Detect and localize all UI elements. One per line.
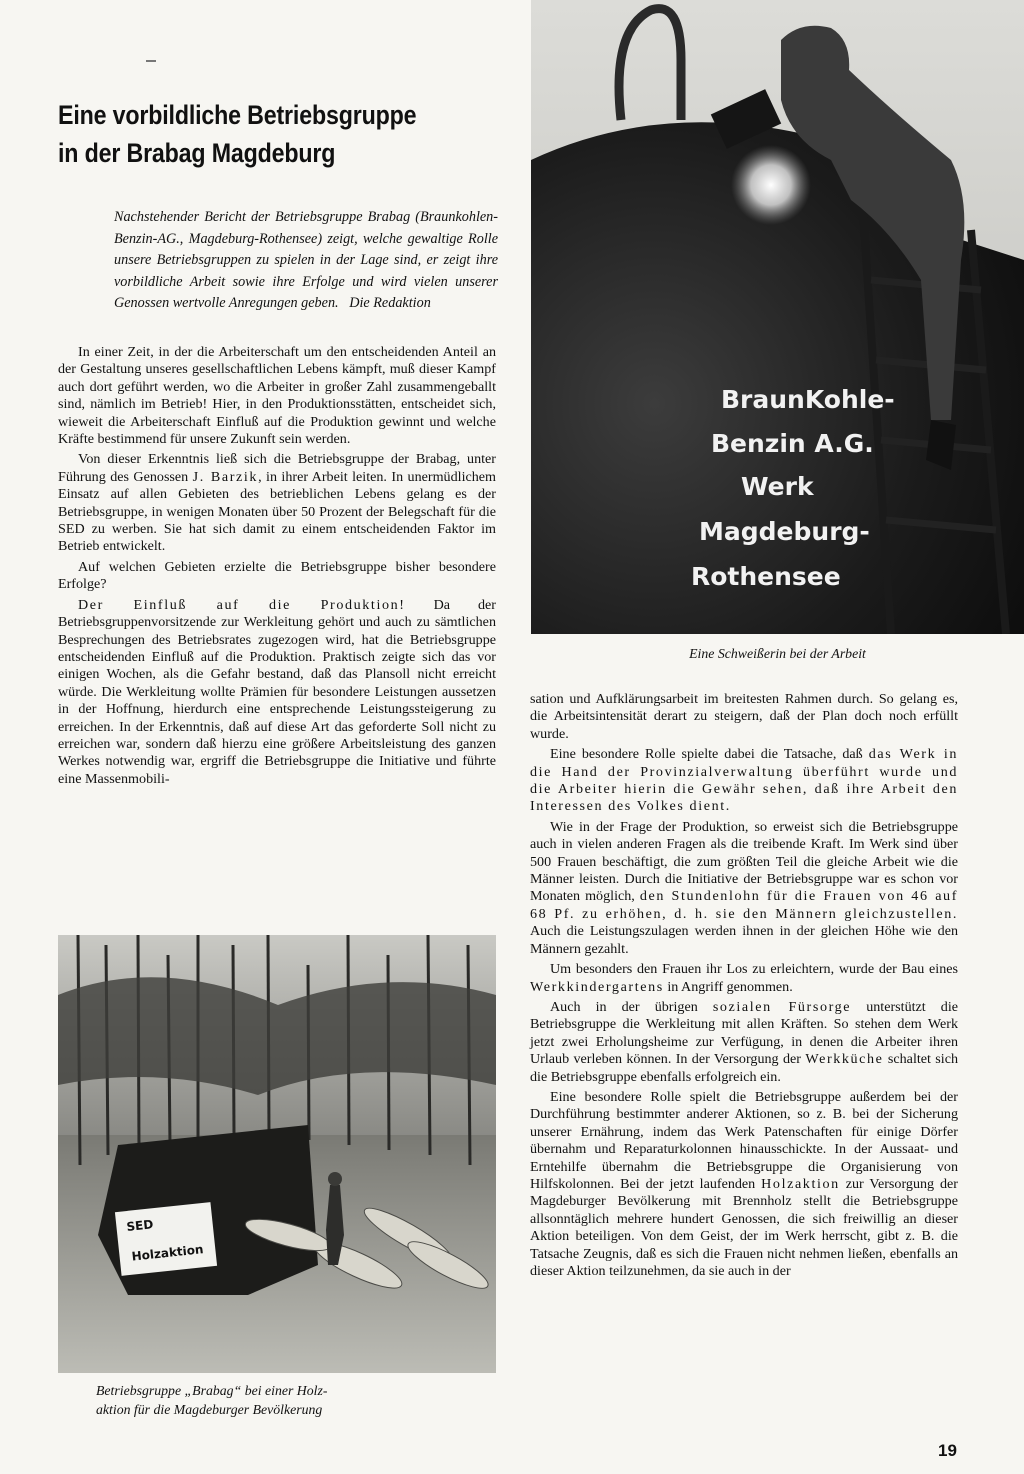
paragraph: Auf welchen Gebieten erzielte die Betriebsgruppe bisher besondere Erfolge? — [58, 558, 496, 593]
forest-photo-image — [58, 935, 496, 1373]
title-line-1: Eine vorbildliche Betriebsgruppe — [58, 100, 417, 130]
emphasis-text: den Stundenlohn für die Frauen von 46 auf 68 Pf. zu erhöhen, d. h. sie den Männern gleichzustellen. — [530, 888, 958, 922]
paragraph-text: Von dieser Erkenntnis ließ sich die Betriebsgruppe der Brabag, unter Führung des Genossen — [58, 451, 496, 485]
title-line-2: in der Brabag Magdeburg — [58, 138, 336, 168]
welder-caption: Eine Schweißerin bei der Arbeit — [689, 646, 866, 661]
emphasis-text: das Werk in die Hand der Provinzialverwaltung überführt wurde und die Arbeiter hierin die Gewähr sehen, daß ihre Arbeit den Interessen des Volkes dient. — [530, 746, 958, 815]
tank-lettering-line: Rothensee — [691, 562, 841, 591]
paragraph — [530, 1089, 958, 1280]
tank-lettering-line: Benzin A.G. — [711, 429, 874, 458]
paragraph: In einer Zeit, in der die Arbeiterschaft um den entscheidenden Anteil an der Gestaltung unseres gesellschaftlichen Lebens kämpft, muß dieser Kampf auch dort geführt werden, wo die Arbeiter in großer Zahl zusammengeballt sind, nämlich im Betrieb! Hier, in den Produktionsstätten, entscheidet sich, wieweit die Arbeiterschaft Einfluß auf die Produktion gewinnt und welche Kräfte bestimmend für unsere Zukunft sein werden. — [58, 344, 496, 448]
welder-photo — [531, 0, 1024, 634]
right-column — [530, 691, 958, 1283]
paragraph — [530, 961, 958, 996]
paragraph-text: schaltet sich die Betriebsgruppe ebenfalls erfolgreich ein. — [530, 1051, 958, 1085]
paragraph-text: Da der Betriebsgruppenvorsitzende zur Werkleitung gehört und auch zu sämtlichen Besprechungen des Betriebsrates zugezogen wird, hat die Betriebsgruppe entscheidenden Einfluß auf die Produktion. Praktisch zeigte sich das vor einigen Wochen, als die Gefahr bestand, daß das Plansoll nicht erreicht würde. Die Werkleitung wollte Prämien für besondere Leistungen aussetzen in der Hoffnung, hierdurch eine entsprechende Leistungssteigerung zu erreichen. In der Erkenntnis, daß auf diese Art das geforderte Soll nicht zu erreichen war, sondern daß hierzu eine größere Arbeitsleistung des ganzen Werkes notwendig war, ergriff die Betriebsgruppe die Initiative und führte eine Massenmobili- — [58, 596, 496, 787]
tank-lettering-line: Magdeburg- — [699, 517, 870, 546]
emphasis-text: Der Einfluß auf die Produktion! — [78, 596, 406, 613]
paragraph-text: Eine besondere Rolle spielte dabei die Tatsache, daß — [550, 746, 863, 763]
paragraph — [530, 746, 958, 816]
emphasis-text: Werkkindergartens — [530, 978, 664, 995]
paragraph-text: unterstützt die Betriebsgruppe die Werkleitung mit allen Kräften. So stehen dem Werk jetzt zwei Erholungsheime zur Verfügung, in denen die Arbeiter ihren Urlaub verleben können. In der Versorgung der — [530, 998, 958, 1068]
paragraph — [530, 999, 958, 1086]
paragraph — [58, 597, 496, 788]
paragraph-text: Eine besondere Rolle spielt die Betriebsgruppe außerdem bei der Durchführung bestimmter anderer Aktionen, so z. B. bei der Sicherung unserer Ernährung, indem das Werk Patenschaften für einige Dörfer übernahm und Reparaturkolonnen hinausschickte. In der Aussaat- und Erntehilfe übernahm die Betriebsgruppe die Organisierung von Hilfskolonnen. Bei der jetzt laufenden — [530, 1088, 958, 1192]
tank-lettering-line: Werk — [741, 472, 814, 501]
paragraph-text: Auch in der übrigen — [550, 998, 698, 1015]
paragraph-text: Auch die Leistungszulagen werden ihnen in der gleichen Höhe wie den Männern gezahlt. — [530, 923, 958, 957]
emphasis-text: Holzaktion — [761, 1175, 840, 1192]
print-mark — [146, 60, 156, 62]
paragraph-text: zur Versorgung der Magdeburger Bevölkerung mit Brennholz stellt die Betriebsgruppe allsonntäglich mehrere hundert Genossen, die sich freiwillig an dieser Aktion beteiligen. Von dem Geist, der im Werk herrscht, gibt z. B. die Tatsache Zeugnis, daß es sich die Frauen nicht nehmen ließen, ebenfalls an dieser Aktion teilzunehmen, da sie auch in der — [530, 1175, 958, 1279]
paragraph-text: Wie in der Frage der Produktion, so erweist sich die Betriebsgruppe auch in vielen anderen Fragen als die treibende Kraft. Im Werk sind über 500 Frauen beschäftigt, die zum größten Teil die gleiche Arbeit wie die Männer leisten. Durch die Initiative der Betriebsgruppe war es schon vor Monaten möglich, — [530, 818, 958, 905]
lead-signature: Die Redaktion — [349, 295, 431, 311]
forest-caption — [96, 1381, 476, 1419]
paragraph: sation und Aufklärungsarbeit im breitesten Rahmen durch. So gelang es, die Arbeitsintensität derart zu steigern, daß der Plan doch noch erfüllt wurde. — [530, 691, 958, 742]
left-column — [58, 344, 496, 791]
caption-line: Betriebsgruppe „Brabag“ bei einer Holz- — [96, 1383, 328, 1398]
welder-photo-image — [531, 0, 1024, 634]
tank-lettering-line: BraunKohle- — [721, 385, 895, 414]
lead-text: Nachstehender Bericht der Betriebsgruppe Brabag (Braunkohlen-Benzin-AG., Magdeburg-Rothensee) zeigt, welche gewaltige Rolle unsere Betriebsgruppen zu spielen in der Lage sind, er zeigt ihre vorbildliche Arbeit sowie ihre Erfolge und wird vielen unserer Genossen wertvolle Anregungen geben. — [114, 209, 498, 311]
caption-line: aktion für die Magdeburger Bevölkerung — [96, 1402, 323, 1417]
paragraph — [530, 819, 958, 958]
article-title — [58, 96, 445, 172]
sign-line: Holzaktion — [130, 1242, 205, 1264]
paragraph — [58, 451, 496, 555]
sign-line: SED — [125, 1217, 154, 1235]
lead-paragraph — [114, 207, 498, 315]
person-name: J. Barzik — [192, 468, 259, 485]
paragraph-text: in Angriff genommen. — [663, 978, 793, 995]
emphasis-text: sozialen Fürsorge — [712, 998, 852, 1015]
page-number: 19 — [938, 1441, 957, 1460]
forest-photo — [58, 935, 496, 1373]
paragraph-text: Um besonders den Frauen ihr Los zu erleichtern, wurde der Bau eines — [550, 961, 958, 978]
paragraph-text: , in ihrer Arbeit leiten. In unermüdlichem Einsatz auf allen Gebieten des betrieblichen Lebens gelang es der Betriebsgruppe, in wenigen Monaten über 50 Prozent der Belegschaft für die SED zu werben. Sie hat sich damit zu einem entscheidenden Faktor im Betrieb entwickelt. — [58, 468, 497, 555]
emphasis-text: Werkküche — [805, 1051, 884, 1068]
